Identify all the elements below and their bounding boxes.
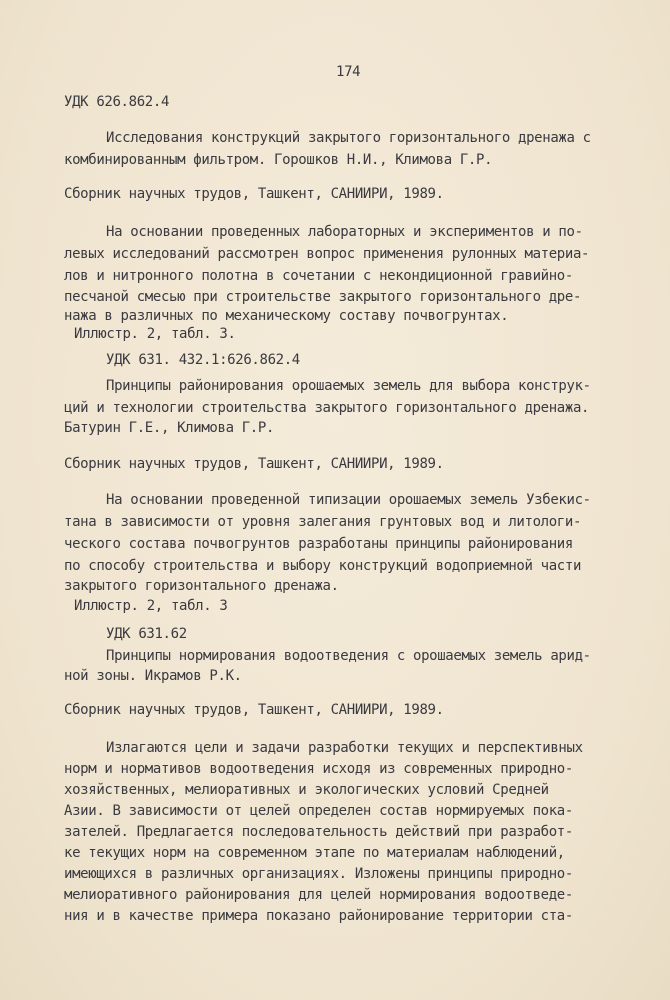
illustrations-note: Иллюстр. 2, табл. 3.	[74, 326, 236, 342]
abstract-line: Азии. В зависимости от целей определен состав нормируемых пока-	[64, 803, 573, 819]
abstract-line: хозяйственных, мелиоративных и экологических условий Средней	[64, 782, 549, 798]
abstract-line: ния и в качестве примера показано районирование территории ста-	[64, 908, 573, 924]
abstract-line: зателей. Предлагается последовательность действий при разработ-	[64, 824, 573, 840]
abstract-line: мелиоративного районирования для целей нормирования водоотведе-	[64, 887, 573, 903]
article-title-line: ной зоны. Икрамов Р.К.	[64, 668, 242, 684]
abstract-line: лов и нитронного полотна в сочетании с некондиционной гравийно-	[64, 268, 573, 284]
abstract-line: по способу строительства и выбору конструкций водоприемной части	[64, 558, 582, 574]
udk-code: УДК 631. 432.1:626.862.4	[106, 352, 300, 368]
abstract-line: закрытого горизонтального дренажа.	[64, 578, 339, 594]
source-line: Сборник научных трудов, Ташкент, САНИИРИ, 1989.	[64, 186, 444, 202]
abstract-line: На основании проведенных лабораторных и экспериментов и по-	[106, 224, 583, 240]
article-title-line: Исследования конструкций закрытого горизонтального дренажа с	[106, 130, 591, 146]
abstract-line: ческого состава почвогрунтов разработаны принципы районирования	[64, 536, 573, 552]
abstract-line: левых исследований рассмотрен вопрос применения рулонных материа-	[64, 246, 590, 262]
article-title-line: Принципы районирования орошаемых земель для выбора конструк-	[106, 378, 591, 394]
abstract-line: Излагаются цели и задачи разработки текущих и перспективных	[106, 740, 583, 756]
abstract-line: норм и нормативов водоотведения исходя из современных природно-	[64, 761, 573, 777]
article-title-line: комбинированным фильтром. Горошков Н.И., Климова Г.Р.	[64, 152, 493, 168]
illustrations-note: Иллюстр. 2, табл. 3	[74, 598, 228, 614]
abstract-line: тана в зависимости от уровня залегания грунтовых вод и литологи-	[64, 514, 582, 530]
source-line: Сборник научных трудов, Ташкент, САНИИРИ, 1989.	[64, 702, 444, 718]
udk-code: УДК 631.62	[106, 626, 187, 642]
abstract-line: песчаной смесью при строительстве закрытого горизонтального дре-	[64, 289, 582, 305]
article-title-line: Батурин Г.Е., Климова Г.Р.	[64, 420, 275, 436]
page-number: 174	[336, 64, 361, 80]
udk-code: УДК 626.862.4	[64, 94, 170, 110]
article-title-line: Принципы нормирования водоотведения с орошаемых земель арид-	[106, 648, 591, 664]
abstract-line: На основании проведенной типизации орошаемых земель Узбекис-	[106, 492, 591, 508]
article-title-line: ций и технологии строительства закрытого горизонтального дренажа.	[64, 400, 590, 416]
source-line: Сборник научных трудов, Ташкент, САНИИРИ, 1989.	[64, 456, 444, 472]
abstract-line: имеющихся в различных организациях. Изложены принципы природно-	[64, 866, 573, 882]
abstract-line: ке текущих норм на современном этапе по материалам наблюдений,	[64, 845, 565, 861]
abstract-line: нажа в различных по механическому составу почвогрунтах.	[64, 308, 509, 324]
